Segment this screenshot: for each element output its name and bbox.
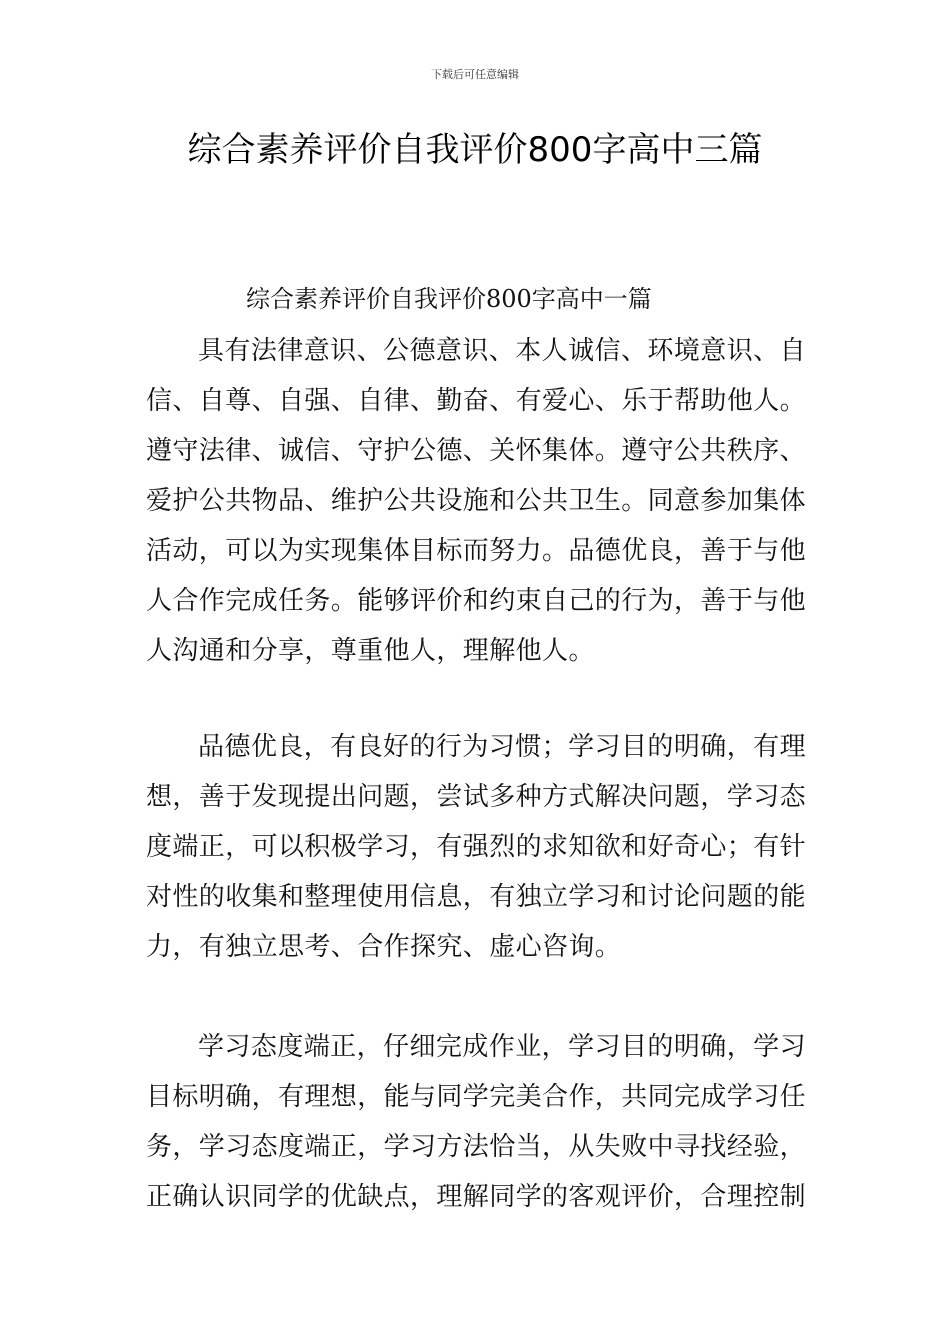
paragraph-2: 品德优良，有良好的行为习惯；学习目的明确，有理想，善于发现提出问题，尝试多种方式解决问题，学习态度端正，可以积极学习，有强烈的求知欲和好奇心；有针对性的收集和整理使用信息，有独立学习和讨论问题的能力，有独立思考、合作探究、虚心咨询。: [146, 732, 807, 962]
document-title: 综合素养评价自我评价800字高中三篇: [187, 130, 763, 170]
paragraph-1: 具有法律意识、公德意识、本人诚信、环境意识、自信、自尊、自强、自律、勤奋、有爱心、乐于帮助他人。遵守法律、诚信、守护公德、关怀集体。遵守公共秩序、爱护公共物品、维护公共设施和公共卫生。同意参加集体活动，可以为实现集体目标而努力。品德优良，善于与他人合作完成任务。能够评价和约束自己的行为，善于与他人沟通和分享，尊重他人，理解他人。: [146, 336, 807, 666]
paragraph-3: 学习态度端正，仔细完成作业，学习目的明确，学习目标明确，有理想，能与同学完美合作，共同完成学习任务，学习态度端正，学习方法恰当，从失败中寻找经验，正确认识同学的优缺点，理解同学的客观评价，合理控制: [146, 1032, 807, 1212]
header-note: 下载后可任意编辑: [431, 68, 519, 81]
section-heading: 综合素养评价自我评价800字高中一篇: [246, 285, 652, 313]
